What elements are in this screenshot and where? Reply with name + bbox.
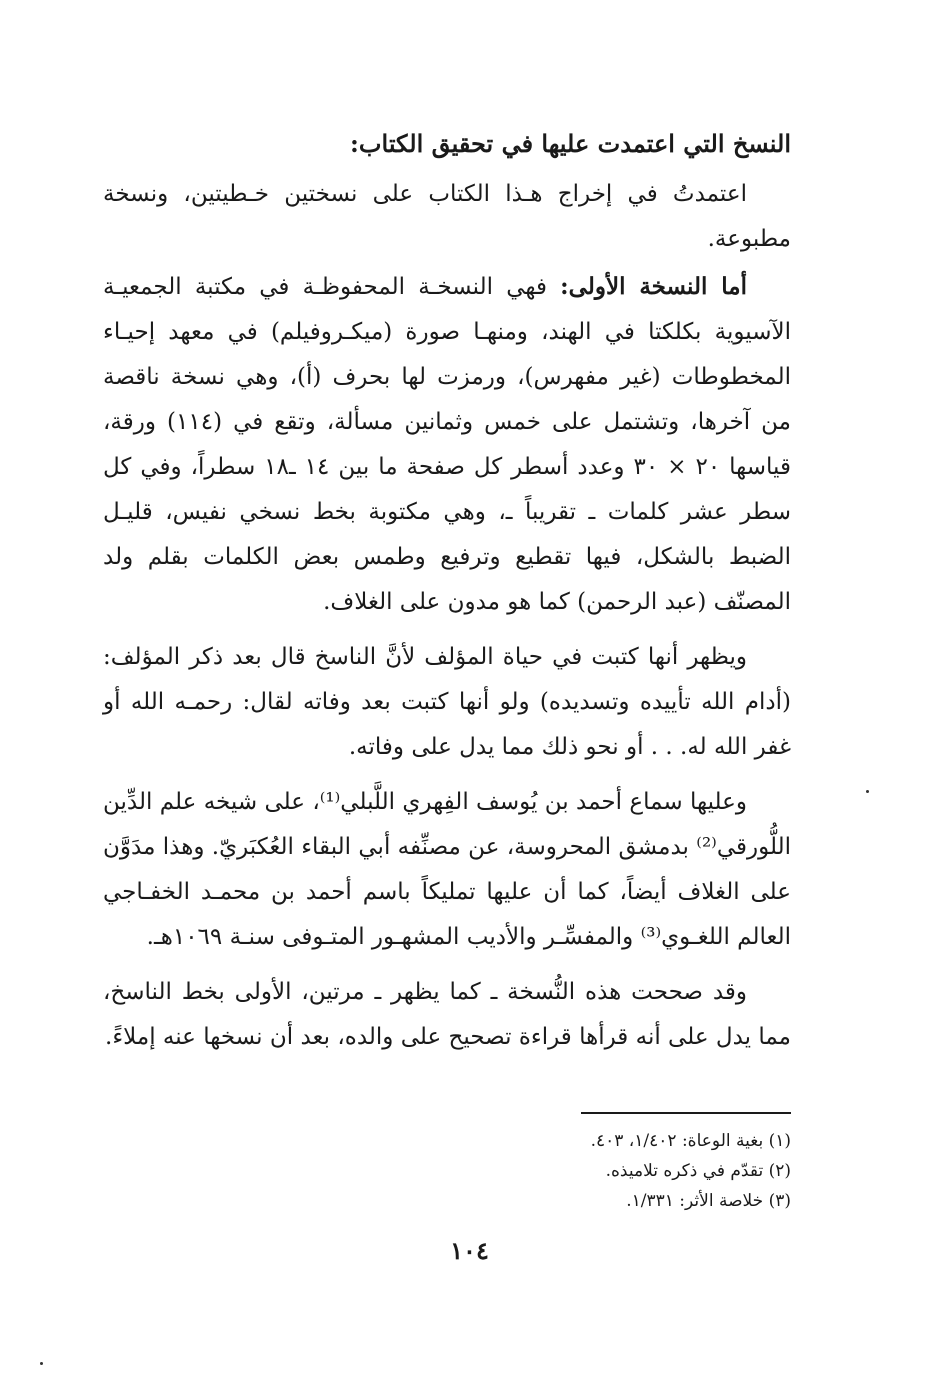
paragraph-first-manuscript: [103, 264, 791, 625]
footnote-separator: [581, 1112, 791, 1114]
scan-speck: [40, 1362, 43, 1365]
footnotes: [103, 1126, 791, 1216]
paragraph-text: وقد صححت هذه النُّسخة ـ كما يظهر ـ مرتين، الأولى بخط الناسخ، مما يدل على أنه قرأها قراءة تصحيح على والده، بعد أن نسخها عنه إملاءً.: [103, 979, 791, 1050]
paragraph-text: وعليها سماع أحمد بن يُوسف الفِهري اللَّبلي⁽¹⁾، على شيخه علم الدِّين اللُّورقي⁽²⁾ بدمشق المحروسة، عن مصنِّفه أبي البقاء العُكبَريّ. وهذا مدَوَّن على الغلاف أيضاً، كما أن عليها تمليكاً باسم أحمد بن محمـد الخفـاجي العالم اللغـوي⁽³⁾ والمفسِّـر والأديب المشهـور المتـوفى سنـة ١٠٦٩هـ.: [103, 789, 791, 950]
paragraph-text: ويظهر أنها كتبت في حياة المؤلف لأنَّ الناسخ قال بعد ذكر المؤلف: (أدام الله تأييده وتسديده) ولو أنها كتبت بعد وفاته لقال: رحمـه الله أو غفر الله له. . . أو نحو ذلك مما يدل على وفاته.: [103, 644, 791, 760]
paragraph-corrections: [103, 970, 791, 1060]
paragraph-text: فهي النسخـة المحفوظـة في مكتبة الجمعيـة الآسيوية بكلكتا في الهند، ومنهـا صورة (ميكـروفيلم) في معهد إحيـاء المخطوطات (غير مفهرس)، ورمزت لها بحرف (أ)، وهي نسخة ناقصة من آخرها، وتشتمل على خمس وثمانين مسألة، وتقع في (١١٤) ورقة، قياسها ٢٠ × ٣٠ وعدد أسطر كل صفحة ما بين ١٤ ـ١٨ سطراً، وفي كل سطر عشر كلمات ـ تقريباً ـ، وهي مكتوبة بخط نسخي نفيس، قليـل الضبط بالشكل، فيها تقطيع وترفيع وطمس بعض الكلمات بقلم ولد المصنّف (عبد الرحمن) كما هو مدون على الغلاف.: [103, 274, 792, 615]
paragraph-audition: [103, 780, 791, 960]
section-heading: النسخ التي اعتمدت عليها في تحقيق الكتاب:: [350, 129, 791, 158]
scan-speck: [866, 790, 869, 793]
paragraph-lead: أما النسخة الأولى:: [560, 273, 747, 300]
footnote-2: (٢) تقدّم في ذكره تلاميذه.: [605, 1161, 791, 1181]
footnote-1: (١) بغية الوعاة: ١/٤٠٢، ٤٠٣.: [590, 1131, 791, 1151]
paragraph-intro: [103, 172, 791, 262]
main-text: [103, 118, 791, 1070]
page-number: ١٠٤: [450, 1236, 489, 1265]
paragraph-dating: [103, 635, 791, 770]
paragraph-text: اعتمدتُ في إخراج هـذا الكتاب على نسختين خـطيتين، ونسخة مطبوعة.: [103, 181, 791, 252]
footnote-3: (٣) خلاصة الأثر: ١/٣٣١.: [626, 1191, 791, 1211]
